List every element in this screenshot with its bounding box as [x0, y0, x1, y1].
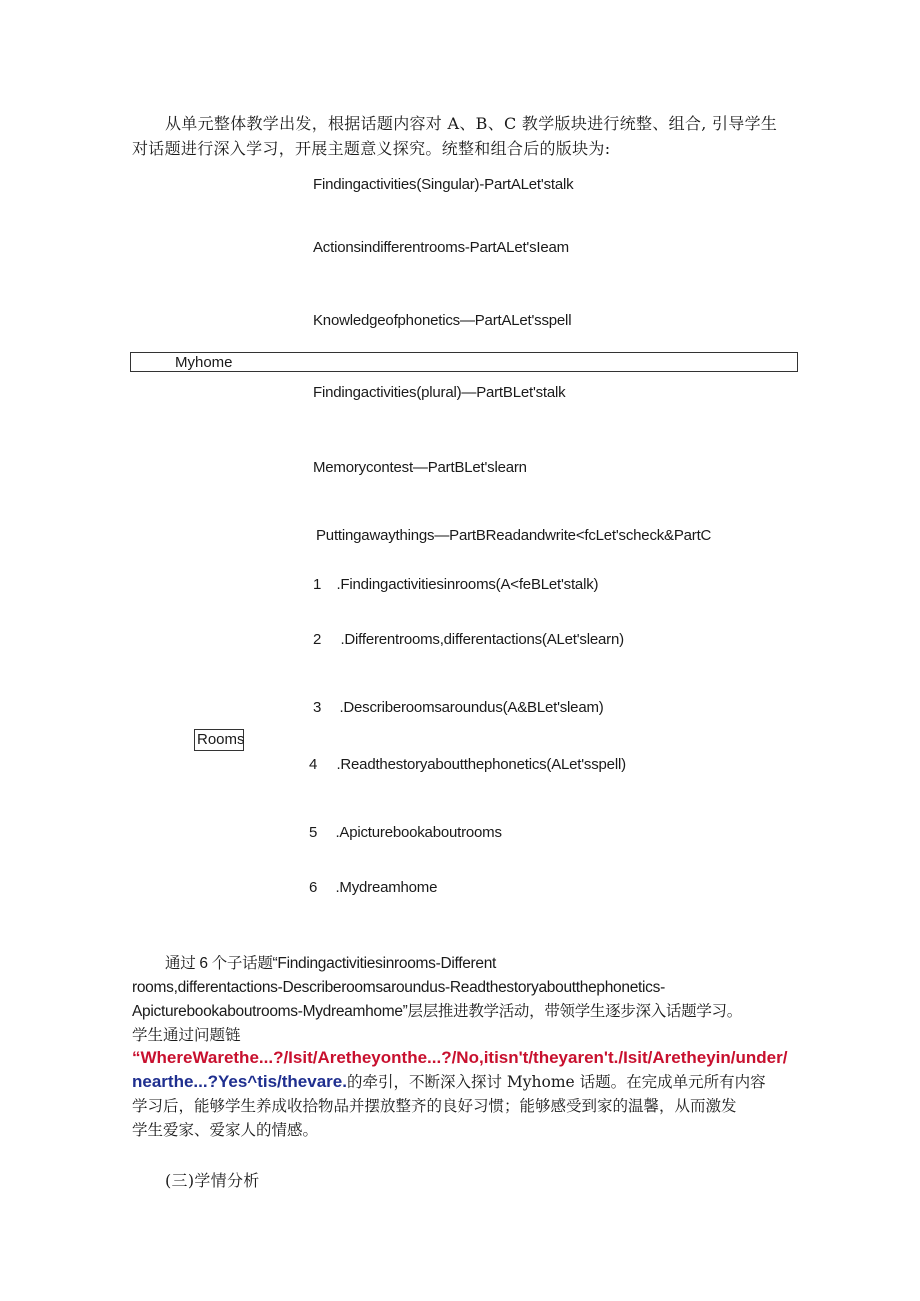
subtopic-number: 5	[309, 824, 318, 841]
summary-line-7: 学生爱家、爱家人的情感。	[132, 1121, 319, 1139]
summary-line-1	[165, 952, 837, 976]
subtopic-text: .Apicturebookaboutrooms	[335, 824, 502, 841]
summary-tail: 的牵引，不断深入探讨 Myhome 话题。在完成单元所有内容	[346, 1073, 766, 1091]
question-chain-line-2	[132, 1070, 804, 1095]
question-chain-blue: nearthe...?Yes^tis/thevare.	[132, 1072, 347, 1091]
myhome-label: Myhome	[175, 354, 233, 371]
subtopic-3	[313, 697, 604, 716]
subtopic-number: 1	[313, 576, 322, 593]
rooms-box: Rooms	[194, 729, 244, 751]
subtopic-5	[309, 822, 502, 841]
subtopic-number: 4	[309, 756, 318, 773]
subtopic-text: .Mydreamhome	[335, 879, 438, 896]
summary-text: 通过 6 个子话题“Findingactivitiesinrooms-Different	[165, 955, 497, 972]
subtopic-number: 6	[309, 879, 318, 896]
subtopic-4	[309, 754, 626, 773]
subtopic-text: .Describeroomsaroundus(A&BLet'sleam)	[339, 699, 604, 716]
subtopic-number: 3	[313, 699, 322, 716]
intro-line-1: 从单元整体教学出发，根据话题内容对 A、B、C 教学版块进行统整、组合, 引导学生	[165, 114, 778, 133]
subtopic-text: .Findingactivitiesinrooms(A<feBLet'stalk)	[336, 576, 599, 593]
myhome-box	[130, 352, 798, 372]
summary-line-2: rooms,differentactions-Describeroomsaroundus-Readthestoryaboutthephonetics-	[132, 979, 665, 996]
module-b-talk: Findingactivities(plural)—PartBLet'stalk	[313, 384, 566, 401]
module-b-readwrite: Puttingawaythings—PartBReadandwrite<fcLet'scheck&PartC	[316, 527, 712, 544]
intro-line-2: 对话题进行深入学习，开展主题意义探究。统整和组合后的版块为:	[132, 139, 611, 158]
subtopic-2	[313, 629, 624, 648]
subtopic-number: 2	[313, 631, 322, 648]
question-chain-red: WhereWarethe...?/Isit/Aretheyonthe...?/No,itisn't/theyaren't./Isit/Aretheyin/under/	[140, 1048, 788, 1067]
subtopic-1	[313, 574, 598, 593]
module-a-spell: Knowledgeofphonetics—PartALet'sspell	[313, 312, 572, 329]
subtopic-6	[309, 877, 437, 896]
summary-line-3: Apicturebookaboutrooms-Mydreamhome”层层推进教学活动，带领学生逐步深入话题学习。	[132, 1003, 742, 1020]
question-open-quote: “	[132, 1048, 141, 1067]
module-a-learn: Actionsindifferentrooms-PartALet'sIeam	[313, 239, 569, 256]
summary-line-6: 学习后，能够学生养成收拾物品并摆放整齐的良好习惯；能够感受到家的温馨，从而激发	[132, 1097, 737, 1115]
summary-line-4: 学生通过问题链	[132, 1026, 241, 1044]
subtopic-text: .Readthestoryaboutthephonetics(ALet'sspell)	[336, 756, 626, 773]
question-chain-line-1	[132, 1046, 804, 1071]
module-a-talk: Findingactivities(Singular)-PartALet'stalk	[313, 176, 574, 193]
module-b-learn: Memorycontest—PartBLet'slearn	[313, 459, 527, 476]
subtopic-text: .Differentrooms,differentactions(ALet'slearn)	[340, 631, 624, 648]
section-heading: (三)学情分析	[165, 1171, 260, 1190]
